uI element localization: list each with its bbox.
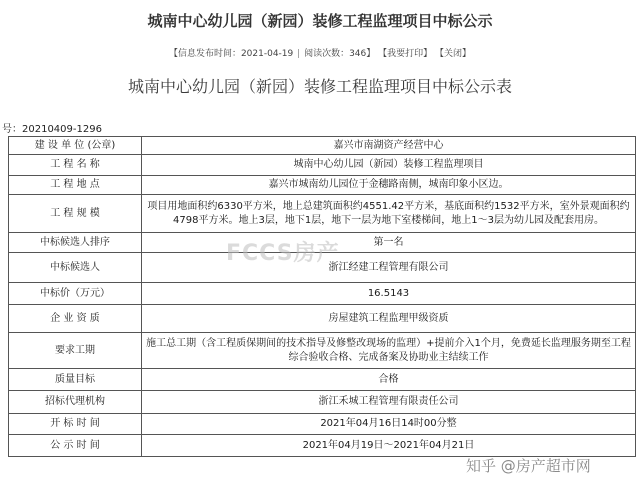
award-table [8, 136, 636, 457]
row-value: 嘉兴市南湖资产经营中心 [142, 137, 636, 155]
row-label: 要求工期 [9, 333, 142, 369]
row-builder [9, 137, 636, 155]
row-value: 浙江经建工程管理有限公司 [142, 253, 636, 283]
publish-date: 2021-04-19 [240, 49, 294, 59]
row-label: 中标候选人 [9, 253, 142, 283]
publish-prefix: 【信息发布时间： [168, 49, 241, 59]
row-label: 质量目标 [9, 369, 142, 391]
watermark: FCCS房产 [226, 241, 340, 266]
row-value: 城南中心幼儿园（新园）装修工程监理项目 [142, 155, 636, 176]
row-value: 浙江禾城工程管理有限责任公司 [142, 391, 636, 414]
views-label: 阅读次数： [304, 49, 350, 59]
print-link[interactable]: 【我要打印】 [378, 49, 433, 59]
row-duration [9, 333, 636, 369]
views-suffix: 】 [366, 49, 376, 59]
row-value: 第一名 [142, 233, 636, 253]
row-value: 合格 [142, 369, 636, 391]
row-label: 公 示 时 间 [9, 435, 142, 457]
row-label: 工 程 地 点 [9, 176, 142, 195]
brand-watermark: 知乎 @房产超市网 [466, 457, 591, 475]
separator: | [297, 49, 301, 59]
row-scale [9, 195, 636, 233]
row-value: 项目用地面积约6330平方米，地上总建筑面积约4551.42平方米，基底面积约1532平方米，室外景观面积约4798平方米。地上3层，地下1层，地下一层为地下室楼梯间，地上1～3层为幼儿园及配套用房。 [142, 195, 636, 233]
row-label: 中标价（万元） [9, 283, 142, 305]
row-label: 招标代理机构 [9, 391, 142, 414]
row-qualification [9, 305, 636, 333]
row-label: 中标候选人排序 [9, 233, 142, 253]
row-label: 建 设 单 位 (公章) [9, 137, 142, 155]
row-notice-period [9, 435, 636, 457]
row-value: 嘉兴市城南幼儿园位于金穗路南侧，城南印象小区边。 [142, 176, 636, 195]
row-quality [9, 369, 636, 391]
page-title: 城南中心幼儿园（新园）装修工程监理项目中标公示 [147, 12, 493, 30]
views-count: 346 [349, 49, 367, 59]
row-candidate [9, 253, 636, 283]
row-label: 工 程 规 模 [9, 195, 142, 233]
row-label: 开 标 时 间 [9, 414, 142, 435]
row-label: 企 业 资 质 [9, 305, 142, 333]
row-value: 2021年04月16日14时00分整 [142, 414, 636, 435]
row-value: 16.5143 [142, 283, 636, 305]
document-number: 号：20210409-1296 [2, 124, 102, 135]
close-link[interactable]: 【关闭】 [435, 49, 472, 59]
info-bar [0, 46, 640, 59]
row-label: 工 程 名 称 [9, 155, 142, 176]
row-value: 房屋建筑工程监理甲级资质 [142, 305, 636, 333]
row-rank [9, 233, 636, 253]
row-price [9, 283, 636, 305]
document-title: 城南中心幼儿园（新园）装修工程监理项目中标公示表 [127, 77, 512, 96]
row-agency [9, 391, 636, 414]
row-value: 2021年04月19日～2021年04月21日 [142, 435, 636, 457]
row-project-name [9, 155, 636, 176]
row-opening-time [9, 414, 636, 435]
row-value: 施工总工期（含工程质保期间的技术指导及修整改现场的监理）+提前介入1个月，免费延长监理服务期至工程综合验收合格、完成备案及协助业主结续工作 [142, 333, 636, 369]
row-location [9, 176, 636, 195]
